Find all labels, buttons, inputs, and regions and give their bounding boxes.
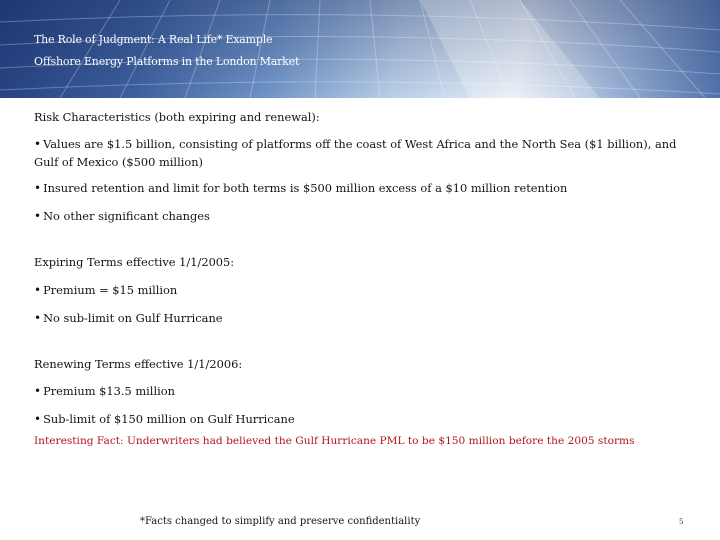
interesting-fact: Interesting Fact: Underwriters had believed the Gulf Hurricane PML to be $150 million before the 2005 storms xyxy=(34,435,635,447)
bullet-item: • Premium = $15 million xyxy=(34,281,684,299)
page-number: 5 xyxy=(679,518,684,526)
bullet-item: • Sub-limit of $150 million on Gulf Hurricane xyxy=(34,410,684,428)
expiring-heading: Expiring Terms effective 1/1/2005: xyxy=(34,255,235,269)
bullet-item: • Premium $13.5 million xyxy=(34,382,684,400)
renewing-heading: Renewing Terms effective 1/1/2006: xyxy=(34,357,243,371)
bullet-item: • Values are $1.5 billion, consisting of platforms off the coast of West Africa and the North Sea ($1 billion), and Gulf of Mexico ($500 million) xyxy=(34,135,684,171)
slide-body xyxy=(34,108,684,450)
risk-heading: Risk Characteristics (both expiring and renewal): xyxy=(34,110,320,124)
slide-title: The Role of Judgment: A Real Life* Example xyxy=(34,33,273,46)
slide-subtitle: Offshore Energy Platforms in the London Market xyxy=(34,55,300,68)
building-glass-background xyxy=(0,0,720,98)
bullet-item: • No other significant changes xyxy=(34,207,684,225)
bullet-item: • Insured retention and limit for both terms is $500 million excess of a $10 million retention xyxy=(34,179,684,197)
bullet-item: • No sub-limit on Gulf Hurricane xyxy=(34,309,684,327)
footnote: *Facts changed to simplify and preserve confidentiality xyxy=(140,516,421,527)
header-banner xyxy=(0,0,720,98)
